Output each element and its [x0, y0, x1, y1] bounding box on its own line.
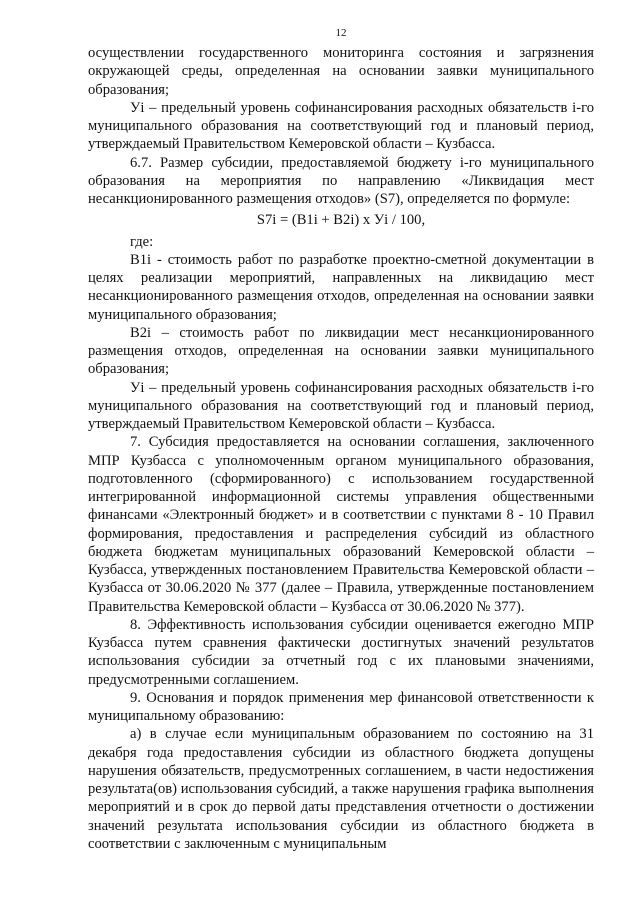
paragraph-9: 9. Основания и порядок применения мер финансовой ответственности к муниципальному образованию:: [88, 689, 594, 724]
paragraph-6-7: 6.7. Размер субсидии, предоставляемой бюджету i-го муниципального образования на мероприятия по направлению «Ликвидация мест несанкционированного размещения отходов» (S7), определяется по формуле:: [88, 154, 594, 207]
paragraph-b2i-definition: B2i – стоимость работ по ликвидации мест несанкционированного размещения отходов, определенная на основании заявки муниципального образования;: [88, 324, 594, 378]
paragraph-9-a: а) в случае если муниципальным образованием по состоянию на 31 декабря года предоставления субсидии из областного бюджета допущены нарушения обязательств, предусмотренных соглашением, в части недостижения результата(ов) использования субсидий, а также нарушения графика выполнения мероприятий и в срок до первой даты представления отчетности о достижении значений результата использования субсидии из областного бюджета в соответствии с заключенным с муниципальным: [88, 726, 594, 852]
paragraph-b1i-definition: B1i - стоимость работ по разработке проектно-сметной документации в целях реализации мероприятий, направленных на ликвидацию мест несанкционированного размещения отходов, определенная на основании заявки муниципального образования;: [88, 251, 594, 323]
formula-s7i: S7i = (B1i + B2i) x Уi / 100,: [256, 212, 426, 229]
paragraph-7: 7. Субсидия предоставляется на основании соглашения, заключенного МПР Кузбасса с уполномоченным органом муниципального образования, подготовленного (сформированного) с использованием государственной интегрированной информационной системы управления общественными финансами «Электронный бюджет» и в соответствии с пунктами 8 - 10 Правил формирования, предоставления и распределения субсидий из областного бюджета бюджетам муниципальных образований Кемеровской области – Кузбасса, утвержденных постановлением Правительства Кемеровской области – Кузбасса от 30.06.2020 № 377 (далее – Правила, утвержденные постановлением Правительства Кемеровской области – Кузбасса от 30.06.2020 № 377).: [88, 434, 594, 615]
document-page: [88, 26, 594, 853]
page-number: 12: [335, 27, 347, 39]
paragraph-ui-definition-2: Уi – предельный уровень софинансирования расходных обязательств i-го муниципального образования на соответствующий год и плановый период, утверждаемый Правительством Кемеровской области – Кузбасса.: [88, 379, 594, 432]
paragraph-ui-definition-1: Уi – предельный уровень софинансирования расходных обязательств i-го муниципального образования на соответствующий год и плановый период, утверждаемый Правительством Кемеровской области – Кузбасса.: [88, 99, 594, 153]
paragraph-where: где:: [130, 233, 154, 250]
paragraph-continuation: осуществлении государственного мониторинга состояния и загрязнения окружающей среды, определенная на основании заявки муниципального образования;: [88, 45, 594, 98]
paragraph-8: 8. Эффективность использования субсидии оценивается ежегодно МПР Кузбасса путем сравнения фактически достигнутых значений результатов использования субсидии за отчетный год с их плановыми значениями, предусмотренными соглашением.: [88, 616, 594, 688]
